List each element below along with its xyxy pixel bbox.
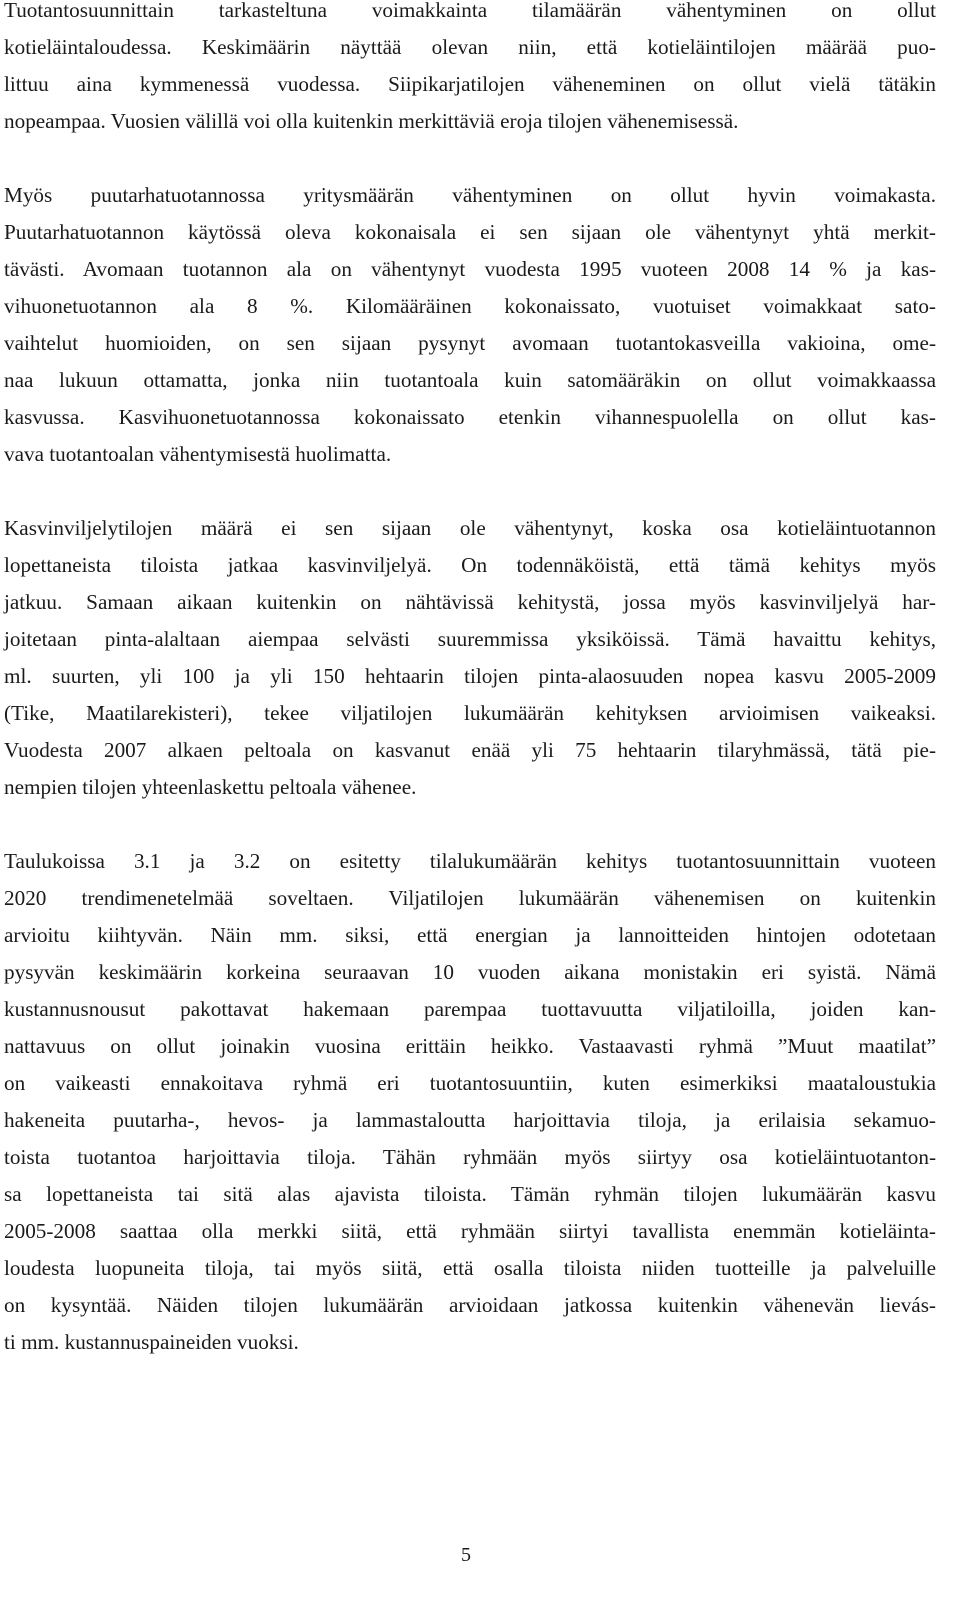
text-line: vaihtelut huomioiden, on sen sijaan pysynyt avomaan tuotantokasveilla vakioina, ome- (4, 331, 936, 355)
text-line: Kasvinviljelytilojen määrä ei sen sijaan ole vähentynyt, koska osa kotieläintuotannon (4, 516, 936, 540)
text-line: littuu aina kymmenessä vuodessa. Siipikarjatilojen väheneminen on ollut vielä tätäkin (4, 72, 936, 96)
text-line: jatkuu. Samaan aikaan kuitenkin on nähtävissä kehitystä, jossa myös kasvinviljelyä har- (4, 590, 936, 614)
text-line: nattavuus on ollut joinakin vuosina erittäin heikko. Vastaavasti ryhmä ”Muut maatilat” (4, 1034, 936, 1058)
paragraph-projections (4, 843, 936, 1361)
paragraph-horticulture (4, 177, 936, 473)
text-line: Tuotantosuunnittain tarkasteltuna voimakkainta tilamäärän vähentyminen on ollut (4, 0, 936, 22)
text-line: Taulukoissa 3.1 ja 3.2 on esitetty tilalukumäärän kehitys tuotantosuunnittain vuoteen (4, 849, 936, 873)
text-line: Myös puutarhatuotannossa yritysmäärän vähentyminen on ollut hyvin voimakasta. (4, 183, 936, 207)
text-line: ti mm. kustannuspaineiden vuoksi. (4, 1330, 299, 1354)
text-line: kasvussa. Kasvihuonetuotannossa kokonaissato etenkin vihannespuolella on ollut kas- (4, 405, 936, 429)
text-line: joitetaan pinta-alaltaan aiempaa selvästi suuremmissa yksiköissä. Tämä havaittu kehitys, (4, 627, 936, 651)
text-line: vihuonetuotannon ala 8 %. Kilomääräinen kokonaissato, vuotuiset voimakkaat sato- (4, 294, 936, 318)
text-line: nempien tilojen yhteenlaskettu peltoala vähenee. (4, 775, 417, 799)
text-line: toista tuotantoa harjoittavia tiloja. Tähän ryhmään myös siirtyy osa kotieläintuotanton- (4, 1145, 936, 1169)
text-line: naa lukuun ottamatta, jonka niin tuotantoala kuin satomääräkin on ollut voimakkaassa (4, 368, 936, 392)
text-line: loudesta luopuneita tiloja, tai myös siitä, että osalla tiloista niiden tuotteille ja palveluille (4, 1256, 936, 1280)
text-line: vava tuotantoalan vähentymisestä huolimatta. (4, 442, 392, 466)
paragraph-crop-farms (4, 510, 936, 806)
text-line: ml. suurten, yli 100 ja yli 150 hehtaarin tilojen pinta-alaosuuden nopea kasvu 2005-2009 (4, 664, 936, 688)
text-line: tävästi. Avomaan tuotannon ala on vähentynyt vuodesta 1995 vuoteen 2008 14 % ja kas- (4, 257, 936, 281)
text-line: on vaikeasti ennakoitava ryhmä eri tuotantosuuntiin, kuten esimerkiksi maataloustukia (4, 1071, 936, 1095)
text-line: hakeneita puutarha-, hevos- ja lammastaloutta harjoittavia tiloja, ja erilaisia sekamuo- (4, 1108, 936, 1132)
text-line: nopeampaa. Vuosien välillä voi olla kuitenkin merkittäviä eroja tilojen vähenemisessä. (4, 109, 739, 133)
page-number: 5 (461, 1544, 471, 1566)
body-text (4, 0, 936, 1398)
text-line: arvioitu kiihtyvän. Näin mm. siksi, että energian ja lannoitteiden hintojen odotetaan (4, 923, 936, 947)
text-line: kustannusnousut pakottavat hakemaan parempaa tuottavuutta viljatiloilla, joiden kan- (4, 997, 936, 1021)
text-line: on kysyntää. Näiden tilojen lukumäärän arvioidaan jatkossa kuitenkin vähenevän lievás- (4, 1293, 936, 1317)
text-line: 2005-2008 saattaa olla merkki siitä, että ryhmään siirtyi tavallista enemmän kotieläinta- (4, 1219, 936, 1243)
paragraph-livestock-decline (4, 0, 936, 140)
text-line: Puutarhatuotannon käytössä oleva kokonaisala ei sen sijaan ole vähentynyt yhtä merkit- (4, 220, 936, 244)
text-line: lopettaneista tiloista jatkaa kasvinviljelyä. On todennäköistä, että tämä kehitys myös (4, 553, 936, 577)
text-line: pysyvän keskimäärin korkeina seuraavan 10 vuoden aikana monistakin eri syistä. Nämä (4, 960, 936, 984)
text-line: (Tike, Maatilarekisteri), tekee viljatilojen lukumäärän kehityksen arvioimisen vaikeaksi. (4, 701, 936, 725)
text-line: kotieläintaloudessa. Keskimäärin näyttää olevan niin, että kotieläintilojen määrää puo- (4, 35, 936, 59)
text-line: sa lopettaneista tai sitä alas ajavista tiloista. Tämän ryhmän tilojen lukumäärän kasvu (4, 1182, 936, 1206)
text-line: 2020 trendimenetelmää soveltaen. Viljatilojen lukumäärän vähenemisen on kuitenkin (4, 886, 936, 910)
text-line: Vuodesta 2007 alkaen peltoala on kasvanut enää yli 75 hehtaarin tilaryhmässä, tätä pie- (4, 738, 936, 762)
